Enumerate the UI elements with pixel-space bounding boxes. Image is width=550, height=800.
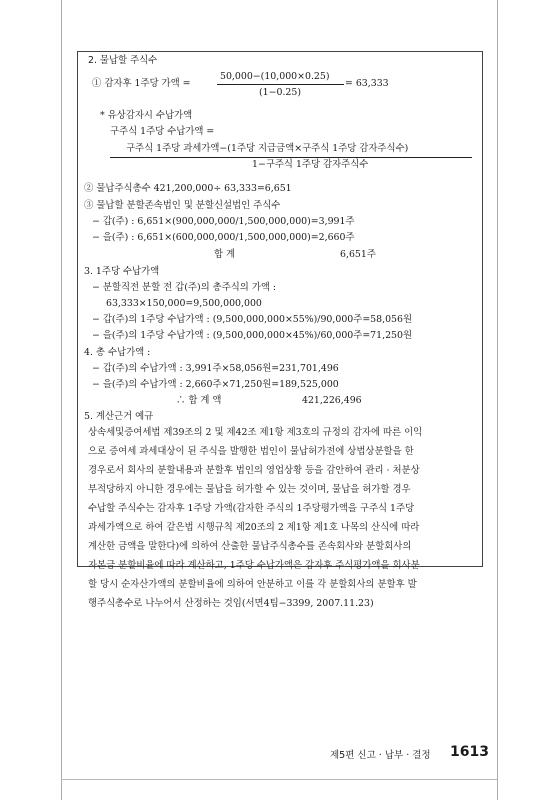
note-subtitle: 구주식 1주당 수납가액 = — [110, 126, 215, 137]
page-rule-right — [497, 0, 498, 800]
section2-heading: 2. 물납할 주식수 — [88, 55, 158, 66]
paragraph-line: 행주식총수로 나누어서 산정하는 것임(서면4팀−3399, 2007.11.23) — [88, 598, 374, 609]
page-rule-bottom — [61, 779, 497, 780]
note-fraction-bar — [110, 157, 472, 158]
section3-line3: − 갑(주)의 1주당 수납가액 : (9,500,000,000×55%)/90,000주=58,056원 — [92, 314, 413, 325]
footer-chapter: 제5편 신고 · 납부 · 결정 — [330, 750, 431, 761]
paragraph-line: 자본금 분할비율에 따라 계산하고, 1주당 수납가액은 감자후 주식평가액을 회사분 — [88, 560, 420, 571]
section3-line2: 63,333×150,000=9,500,000,000 — [106, 298, 262, 309]
section3-line1: − 분할직전 분할 전 갑(주)의 총주식의 가액 : — [92, 282, 277, 293]
note-numerator: 구주식 1주당 과세가액−(1주당 지급금액×구주식 1주당 감자주식수) — [126, 143, 409, 154]
gap-shares-line: − 갑(주) : 6,651×(900,000,000/1,500,000,000)=3,991주 — [92, 216, 355, 227]
paragraph-line: 부적당하지 아니한 경우에는 물납을 허가할 수 있는 것이며, 물납을 허가할 경우 — [88, 484, 411, 495]
shares-total-label: 합 계 — [214, 249, 236, 260]
item1-fraction-bar — [217, 84, 344, 85]
paragraph-line: 과세가액으로 하여 같은법 시행규칙 제20조의 2 제1항 제1호 나목의 산식에 따라 — [88, 522, 420, 533]
section4-heading: 4. 총 수납가액 : — [84, 347, 151, 358]
item3-text: ③ 물납할 분할존속법인 및 분할신설법인 주식수 — [84, 200, 281, 211]
item1-label: ① 감자후 1주당 가액 = — [92, 78, 191, 89]
paragraph-line: 경우로서 회사의 분할내용과 분할후 법인의 영업상황 등을 감안하여 관리 · 처분상 — [88, 465, 420, 476]
paragraph-line: 계산한 금액을 말한다)에 의하여 산출한 물납주식총수를 존속회사와 분할회사의 — [88, 541, 412, 552]
eul-shares-line: − 을(주) : 6,651×(600,000,000/1,500,000,000)=2,660주 — [92, 232, 355, 243]
item1-denominator: (1−0.25) — [259, 87, 302, 98]
shares-total-value: 6,651주 — [340, 249, 376, 260]
section5-heading: 5. 계산근거 예규 — [84, 411, 154, 422]
section3-heading: 3. 1주당 수납가액 — [84, 266, 160, 277]
section4-line2: − 을(주)의 수납가액 : 2,660주×71,250원=189,525,000 — [92, 379, 339, 390]
paragraph-line: 상속세및증여세법 제39조의 2 및 제42조 제1항 제3호의 규정의 감자에 따른 이익 — [88, 427, 423, 438]
paragraph-line: 할 당시 순자산가액의 분할비율에 의하여 안분하고 이를 각 분할회사의 분할후 발 — [88, 579, 417, 590]
item1-result: = 63,333 — [345, 78, 389, 89]
paragraph-line: 으로 증여세 과세대상이 된 주식을 발행한 법인이 물납허가전에 상법상분할을 한 — [88, 446, 414, 457]
section4-line1: − 갑(주)의 수납가액 : 3,991주×58,056원=231,701,496 — [92, 363, 339, 374]
paragraph-line: 수납할 주식수는 감자후 1주당 가액(감자한 주식의 1주당평가액을 구주식 1주당 — [88, 503, 415, 514]
page-number: 1613 — [450, 744, 489, 760]
section5-paragraph — [88, 423, 482, 613]
section3-line4: − 을(주)의 1주당 수납가액 : (9,500,000,000×45%)/60,000주=71,250원 — [92, 330, 413, 341]
item2-text: ② 물납주식총수 421,200,000÷ 63,333=6,651 — [84, 183, 292, 194]
section4-total-label: ∴ 합 계 액 — [176, 395, 222, 406]
section4-total-value: 421,226,496 — [302, 395, 362, 406]
note-denominator: 1−구주식 1주당 감자주식수 — [252, 159, 369, 170]
note-title: * 유상감자시 수납가액 — [100, 110, 193, 121]
item1-numerator: 50,000−(10,000×0.25) — [220, 71, 330, 82]
page-rule-left — [61, 0, 62, 800]
